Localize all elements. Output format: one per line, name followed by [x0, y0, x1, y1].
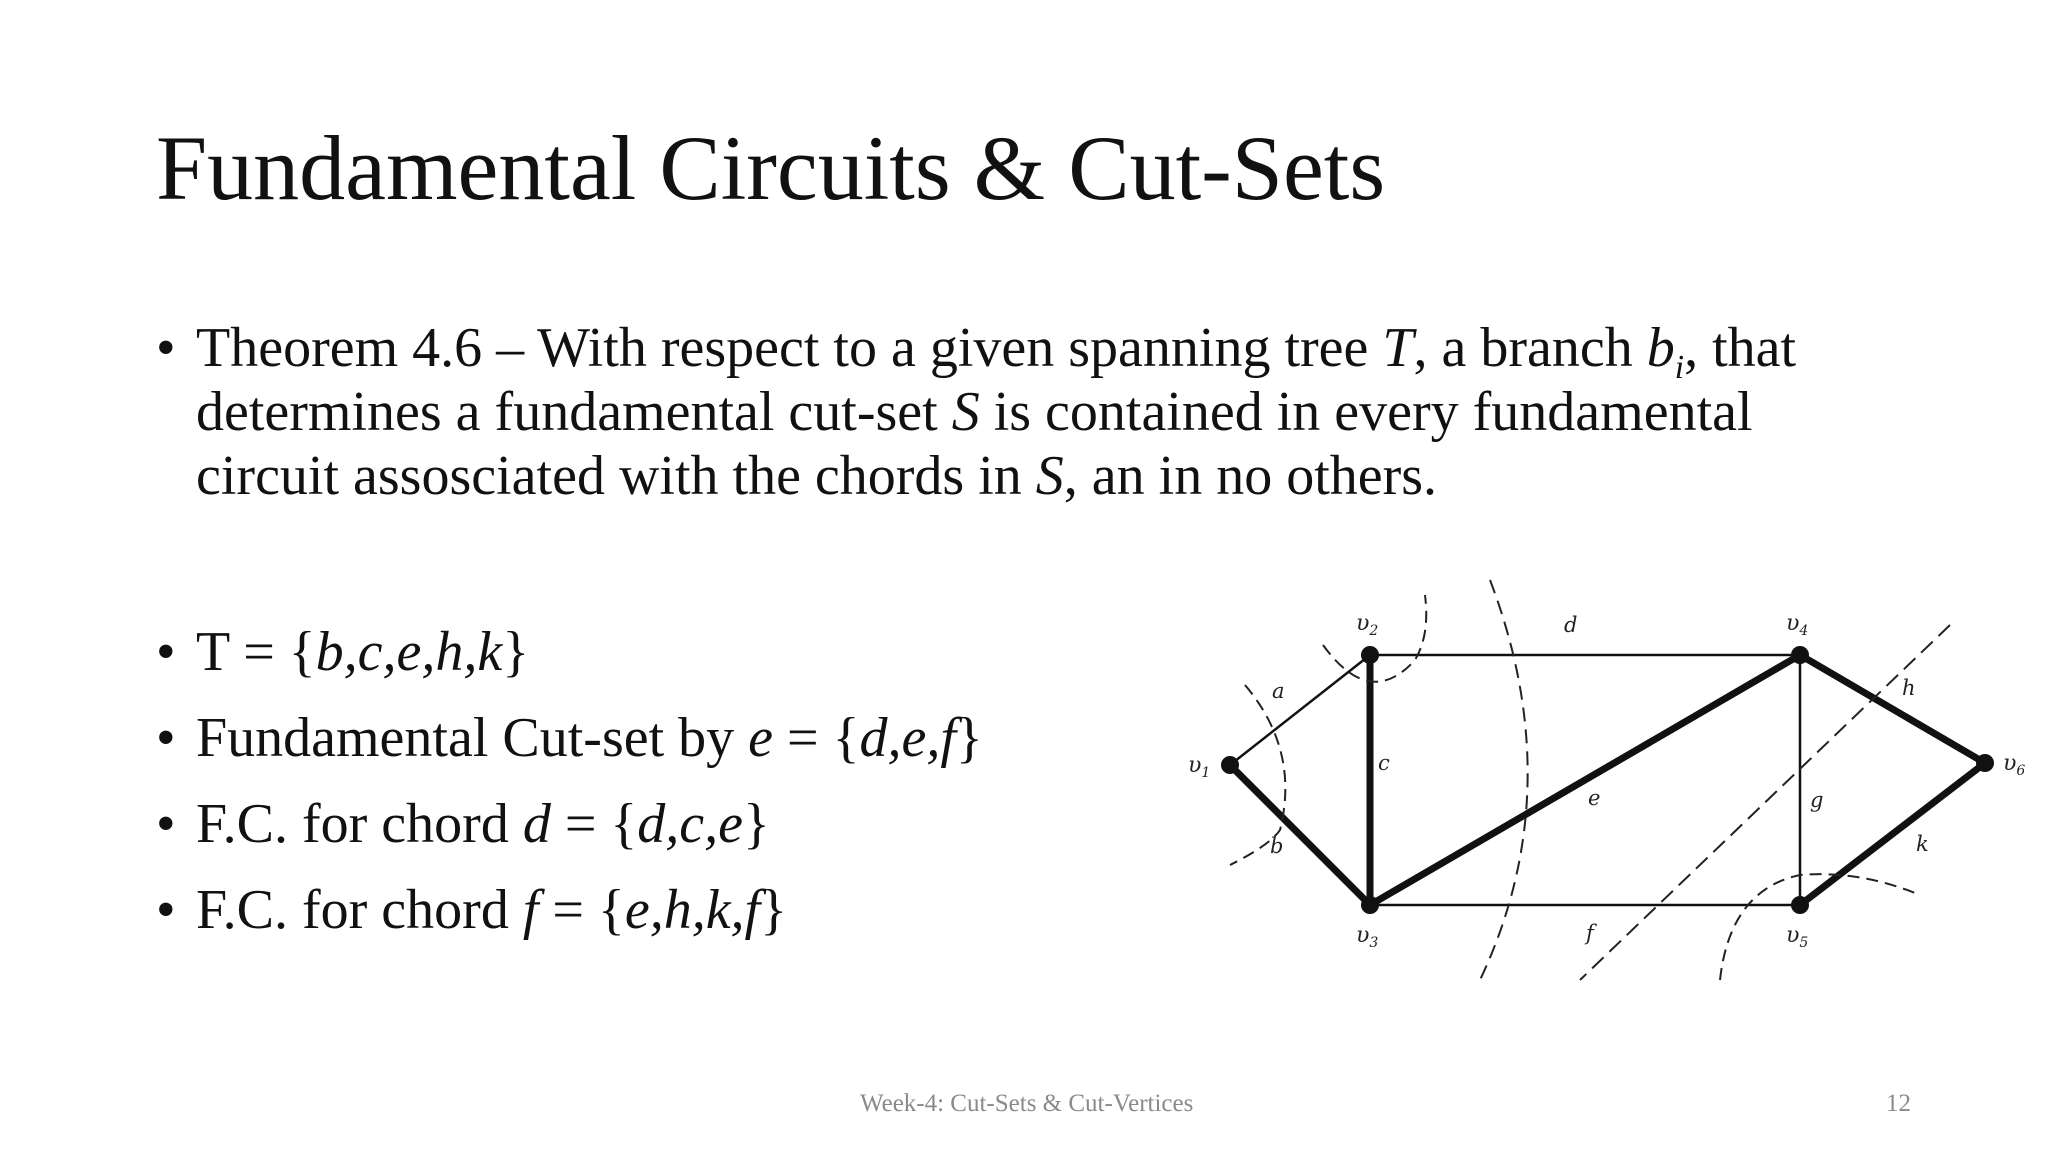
vertex-label-sub: 3 — [1369, 935, 1379, 951]
text-part: } — [502, 621, 530, 683]
vertex-v3 — [1361, 896, 1379, 914]
bullet-dot: • — [156, 793, 176, 855]
variable: e — [748, 707, 774, 769]
text-part: = { — [773, 707, 860, 769]
vertex-label-sub: 6 — [2016, 763, 2026, 779]
vertex-label-base: υ — [2003, 751, 2017, 776]
edge-h — [1800, 655, 1985, 763]
bullet-fc-chord-f — [156, 878, 787, 942]
vertex-label-v2 — [1356, 611, 1378, 639]
theorem-text-part: , that — [1684, 317, 1797, 379]
edge-b — [1230, 765, 1370, 905]
edge-label-k: k — [1916, 832, 1929, 856]
vertex-v4 — [1791, 646, 1809, 664]
vertex-label-sub: 1 — [1201, 765, 1211, 781]
theorem-var-S: S — [1035, 445, 1064, 507]
vertex-label-base: υ — [1786, 923, 1800, 948]
footer-title: Week-4: Cut-Sets & Cut-Vertices — [860, 1090, 1194, 1117]
text-part: F.C. for chord — [196, 879, 523, 941]
theorem-var-b — [1646, 317, 1685, 387]
theorem-text-part: circuit assosciated with the chords in — [196, 445, 1036, 507]
edge-e — [1370, 655, 1800, 905]
vertex-label-base: υ — [1356, 611, 1370, 636]
edge-label-c: c — [1378, 751, 1390, 775]
bullet-dot: • — [156, 621, 176, 683]
graph-diagram — [1160, 570, 2048, 1000]
vertex-label-v6 — [2003, 751, 2025, 779]
bullet-dot: • — [156, 317, 176, 379]
variable: d — [522, 793, 551, 855]
text-part: T = { — [196, 621, 316, 683]
theorem-text-part: is contained in every fundamental — [979, 381, 1753, 443]
vertex-label-base: υ — [1786, 611, 1800, 636]
edge-label-h: h — [1902, 676, 1916, 700]
theorem-var-b-sub: i — [1674, 349, 1685, 387]
edge-label-b: b — [1270, 834, 1284, 858]
bullet-dot: • — [156, 707, 176, 769]
theorem-line-2 — [196, 380, 1936, 444]
bullet-fc-chord-d — [156, 792, 770, 856]
vertex-label-sub: 5 — [1799, 935, 1809, 951]
text-part: } — [743, 793, 770, 855]
text-part: = { — [538, 879, 625, 941]
text-part: F.C. for chord — [196, 793, 523, 855]
theorem-var-S: S — [951, 381, 980, 443]
theorem-line-3 — [196, 444, 1936, 508]
vertex-label-v3 — [1356, 923, 1378, 951]
fc-chord-d-text — [196, 792, 770, 856]
vertex-label-v5 — [1786, 923, 1808, 951]
theorem-text — [196, 316, 1936, 508]
set-elements: d,e,f — [859, 707, 956, 769]
theorem-var-T: T — [1382, 317, 1414, 379]
vertex-label-v1 — [1188, 753, 1210, 781]
variable: f — [522, 879, 539, 941]
text-part: } — [955, 707, 983, 769]
bullet-spanning-tree — [156, 620, 529, 684]
edge-label-a: a — [1272, 679, 1285, 703]
edge-k — [1800, 763, 1985, 905]
cut-curve-e — [1480, 580, 1528, 980]
theorem-var-b-base: b — [1646, 317, 1675, 379]
theorem-line-1 — [196, 316, 1936, 387]
bullet-theorem — [156, 316, 1936, 508]
theorem-text-part: , an in no others. — [1063, 445, 1438, 507]
slide-title: Fundamental Circuits & Cut-Sets — [156, 117, 1386, 219]
text-part: } — [760, 879, 788, 941]
vertex-v1 — [1221, 756, 1239, 774]
edge-label-e: e — [1588, 786, 1601, 810]
vertex-label-base: υ — [1188, 753, 1202, 778]
edge-label-g: g — [1810, 788, 1824, 812]
set-elements: d,c,e — [637, 793, 743, 855]
edge-label-d: d — [1564, 613, 1578, 637]
vertex-v5 — [1791, 896, 1809, 914]
vertex-label-sub: 2 — [1369, 623, 1379, 639]
edge-label-f: f — [1586, 921, 1594, 945]
fundamental-cutset-text — [196, 706, 983, 770]
theorem-text-part: Theorem 4.6 – With respect to a given spanning tree — [196, 317, 1383, 379]
theorem-text-part: , a branch — [1413, 317, 1647, 379]
page-number: 12 — [1886, 1090, 1911, 1117]
bullet-fundamental-cutset — [156, 706, 983, 770]
vertex-label-sub: 4 — [1799, 623, 1809, 639]
vertex-label-base: υ — [1356, 923, 1370, 948]
vertex-v6 — [1976, 754, 1994, 772]
fc-chord-f-text — [196, 878, 787, 942]
vertex-v2 — [1361, 646, 1379, 664]
theorem-text-part: determines a fundamental cut-set — [196, 381, 952, 443]
bullet-dot: • — [156, 879, 176, 941]
set-elements: b,c,e,h,k — [315, 621, 503, 683]
text-part: = { — [550, 793, 638, 855]
set-elements: e,h,k,f — [624, 879, 761, 941]
edge-a — [1230, 655, 1370, 765]
text-part: Fundamental Cut-set by — [196, 707, 749, 769]
spanning-tree-text — [196, 620, 529, 684]
vertex-label-v4 — [1786, 611, 1808, 639]
